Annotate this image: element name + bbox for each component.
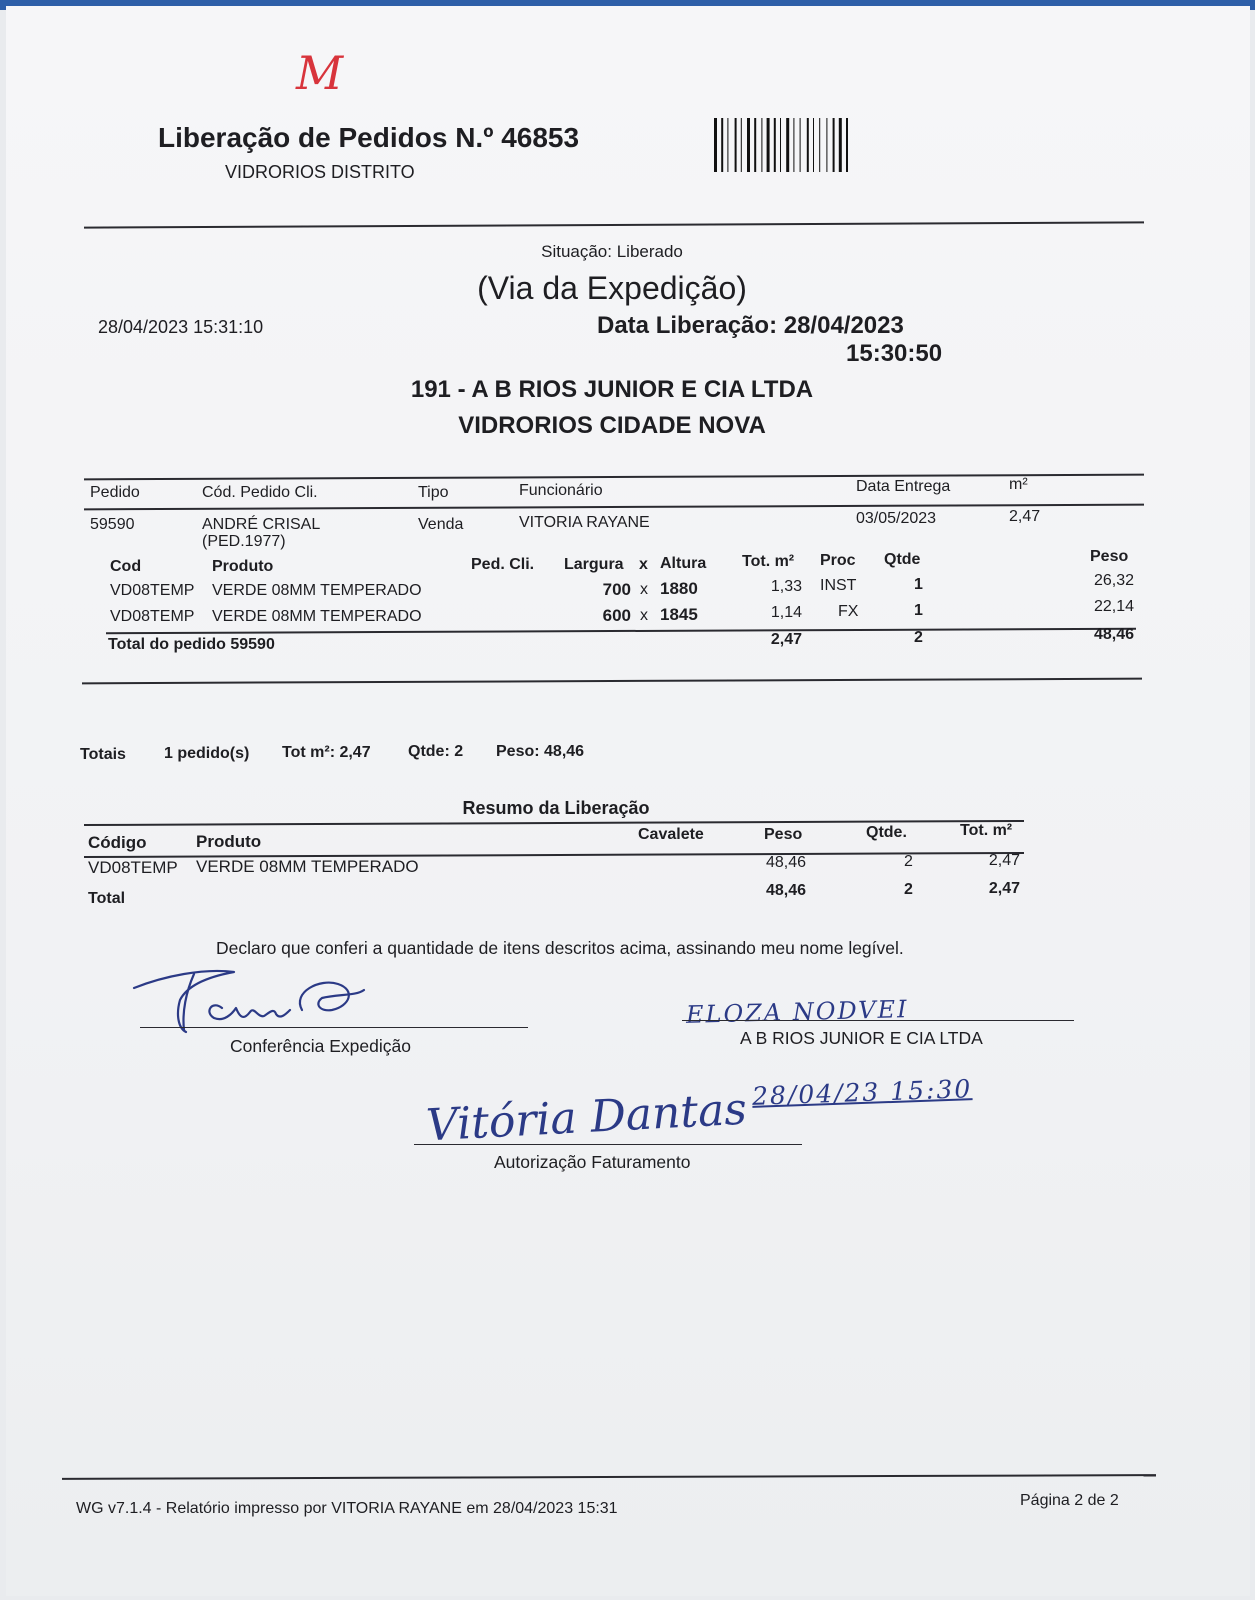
item2-qtde: 1	[914, 602, 923, 619]
summary-col-cavalete: Cavalete	[638, 826, 704, 843]
summary-row-produto: VERDE 08MM TEMPERADO	[196, 857, 419, 876]
items-col-qtde: Qtde	[884, 551, 921, 568]
item2-largura: 600	[602, 606, 631, 625]
items-col-peso: Peso	[1090, 548, 1129, 565]
totals-label: Totais	[80, 746, 126, 763]
barcode-bar	[807, 118, 809, 172]
col-pedido: Pedido	[90, 484, 140, 501]
print-datetime: 28/04/2023 15:31:10	[98, 317, 264, 337]
items-col-tot-m2: Tot. m²	[742, 553, 795, 570]
item2-altura: 1845	[660, 605, 698, 624]
summary-total-peso: 48,46	[765, 882, 806, 899]
col-funcionario: Funcionário	[519, 482, 603, 499]
conference-signature	[124, 966, 424, 1046]
document-page	[6, 6, 1250, 1596]
items-col-proc: Proc	[820, 552, 856, 569]
barcode-bar	[761, 118, 762, 172]
item2-produto: VERDE 08MM TEMPERADO	[212, 608, 422, 625]
company-name: VIDRORIOS DISTRITO	[225, 162, 415, 182]
client-handwritten-name: ELOZA NODVEI	[685, 995, 909, 1029]
barcode-bar	[774, 118, 776, 172]
authorization-label: Autorização Faturamento	[494, 1152, 691, 1172]
item1-cod: VD08TEMP	[110, 582, 195, 599]
items-col-cod: Cod	[110, 558, 142, 575]
barcode-bar	[747, 118, 750, 172]
summary-row-qtde: 2	[904, 853, 913, 870]
summary-title: Resumo da Liberação	[462, 798, 650, 818]
client-name: 191 - A B RIOS JUNIOR E CIA LTDA	[410, 376, 814, 403]
order-funcionario: VITORIA RAYANE	[519, 514, 650, 531]
order-cod-line1: ANDRÉ CRISAL	[202, 516, 321, 533]
client-store: VIDRORIOS CIDADE NOVA	[458, 412, 766, 439]
order-tipo: Venda	[418, 516, 464, 533]
item1-tot-m2: 1,33	[770, 578, 802, 595]
authorization-handwritten-name: Vitória Dantas	[424, 1083, 749, 1152]
col-data-entrega: Data Entrega	[856, 478, 951, 495]
order-total-label: Total do pedido 59590	[108, 636, 275, 653]
barcode-bar	[780, 118, 781, 172]
barcode-bar	[767, 118, 770, 172]
order-table-top-rule	[84, 474, 1144, 481]
barcode-bar	[754, 118, 756, 172]
totals-peso: Peso: 48,46	[496, 743, 585, 760]
items-col-largura: Largura	[564, 556, 624, 573]
summary-total-label: Total	[88, 890, 126, 907]
summary-col-codigo: Código	[88, 833, 147, 852]
barcode-bar	[721, 118, 723, 172]
item2-x: x	[640, 607, 648, 624]
order-pedido: 59590	[90, 516, 135, 533]
declaration-text: Declaro que conferi a quantidade de itens descritos acima, assinando meu nome legível.	[216, 938, 904, 958]
barcode-bar	[846, 118, 848, 172]
item1-peso: 26,32	[1093, 572, 1134, 589]
item2-proc: FX	[838, 603, 859, 620]
barcode-bar	[735, 118, 737, 172]
item1-largura: 700	[602, 580, 631, 599]
totals-tot-m2: Tot m²: 2,47	[282, 744, 371, 761]
order-data-entrega: 03/05/2023	[856, 510, 937, 527]
barcode-bar	[813, 118, 814, 172]
footer-rule	[62, 1474, 1156, 1480]
order-total-peso: 48,46	[1093, 626, 1134, 643]
order-header-rule	[84, 504, 1144, 511]
order-total-qtde: 2	[914, 629, 923, 646]
conference-signature-line	[140, 1027, 528, 1028]
items-col-x: x	[639, 556, 648, 573]
barcode	[712, 118, 898, 172]
barcode-bar	[741, 118, 742, 172]
authorization-signature-line	[414, 1144, 802, 1145]
footer-page-number: Página 2 de 2	[1020, 1492, 1119, 1509]
header-divider	[84, 221, 1144, 228]
client-signature-line	[682, 1020, 1074, 1021]
via-label: (Via da Expedição)	[477, 270, 747, 306]
order-total-rule	[106, 628, 1136, 634]
item2-peso: 22,14	[1093, 598, 1134, 615]
handwritten-mark: M	[296, 46, 344, 100]
totals-qtde: Qtde: 2	[408, 743, 464, 760]
summary-total-qtde: 2	[904, 881, 913, 898]
client-signature-label: A B RIOS JUNIOR E CIA LTDA	[740, 1028, 983, 1048]
item1-produto: VERDE 08MM TEMPERADO	[212, 582, 422, 599]
release-date: Data Liberação: 28/04/2023	[597, 312, 904, 339]
summary-row-tot-m2: 2,47	[988, 852, 1020, 869]
barcode-bar	[833, 118, 835, 172]
summary-col-qtde: Qtde.	[866, 824, 907, 841]
order-section-bottom-rule	[82, 678, 1142, 685]
col-cod-pedido-cli: Cód. Pedido Cli.	[202, 484, 318, 501]
summary-col-tot-m2: Tot. m²	[960, 822, 1013, 839]
document-title: Liberação de Pedidos N.º 46853	[158, 122, 580, 153]
item1-x: x	[640, 581, 648, 598]
handwritten-date: 28/04/23 15:30	[751, 1074, 973, 1111]
barcode-bar	[793, 118, 794, 172]
barcode-bar	[826, 118, 827, 172]
order-total-tot-m2: 2,47	[770, 631, 802, 648]
barcode-bar	[786, 118, 789, 172]
summary-row-peso: 48,46	[765, 854, 806, 871]
footer-printed-by: WG v7.1.4 - Relatório impresso por VITORIA RAYANE em 28/04/2023 15:31	[76, 1500, 618, 1517]
col-m2: m²	[1009, 476, 1028, 493]
summary-total-tot-m2: 2,47	[988, 880, 1020, 897]
barcode-bar	[839, 118, 842, 172]
totals-pedidos: 1 pedido(s)	[164, 745, 250, 762]
items-col-altura: Altura	[660, 555, 707, 572]
item2-cod: VD08TEMP	[110, 608, 195, 625]
release-time: 15:30:50	[846, 340, 943, 367]
col-tipo: Tipo	[418, 484, 449, 501]
items-col-produto: Produto	[212, 558, 274, 575]
barcode-bar	[727, 118, 728, 172]
summary-col-peso: Peso	[764, 826, 803, 843]
status-label: Situação: Liberado	[541, 242, 683, 261]
item1-qtde: 1	[914, 576, 923, 593]
barcode-bar	[800, 118, 801, 172]
order-cod-line2: (PED.1977)	[202, 533, 286, 550]
barcode-bar	[714, 118, 717, 172]
barcode-bar	[819, 118, 820, 172]
items-col-ped-cli: Ped. Cli.	[471, 556, 535, 573]
order-m2: 2,47	[1009, 508, 1041, 525]
summary-row-codigo: VD08TEMP	[88, 858, 178, 877]
item1-altura: 1880	[660, 579, 698, 598]
summary-col-produto: Produto	[196, 832, 262, 851]
conference-label: Conferência Expedição	[230, 1036, 411, 1056]
item1-proc: INST	[820, 577, 857, 594]
item2-tot-m2: 1,14	[770, 604, 802, 621]
